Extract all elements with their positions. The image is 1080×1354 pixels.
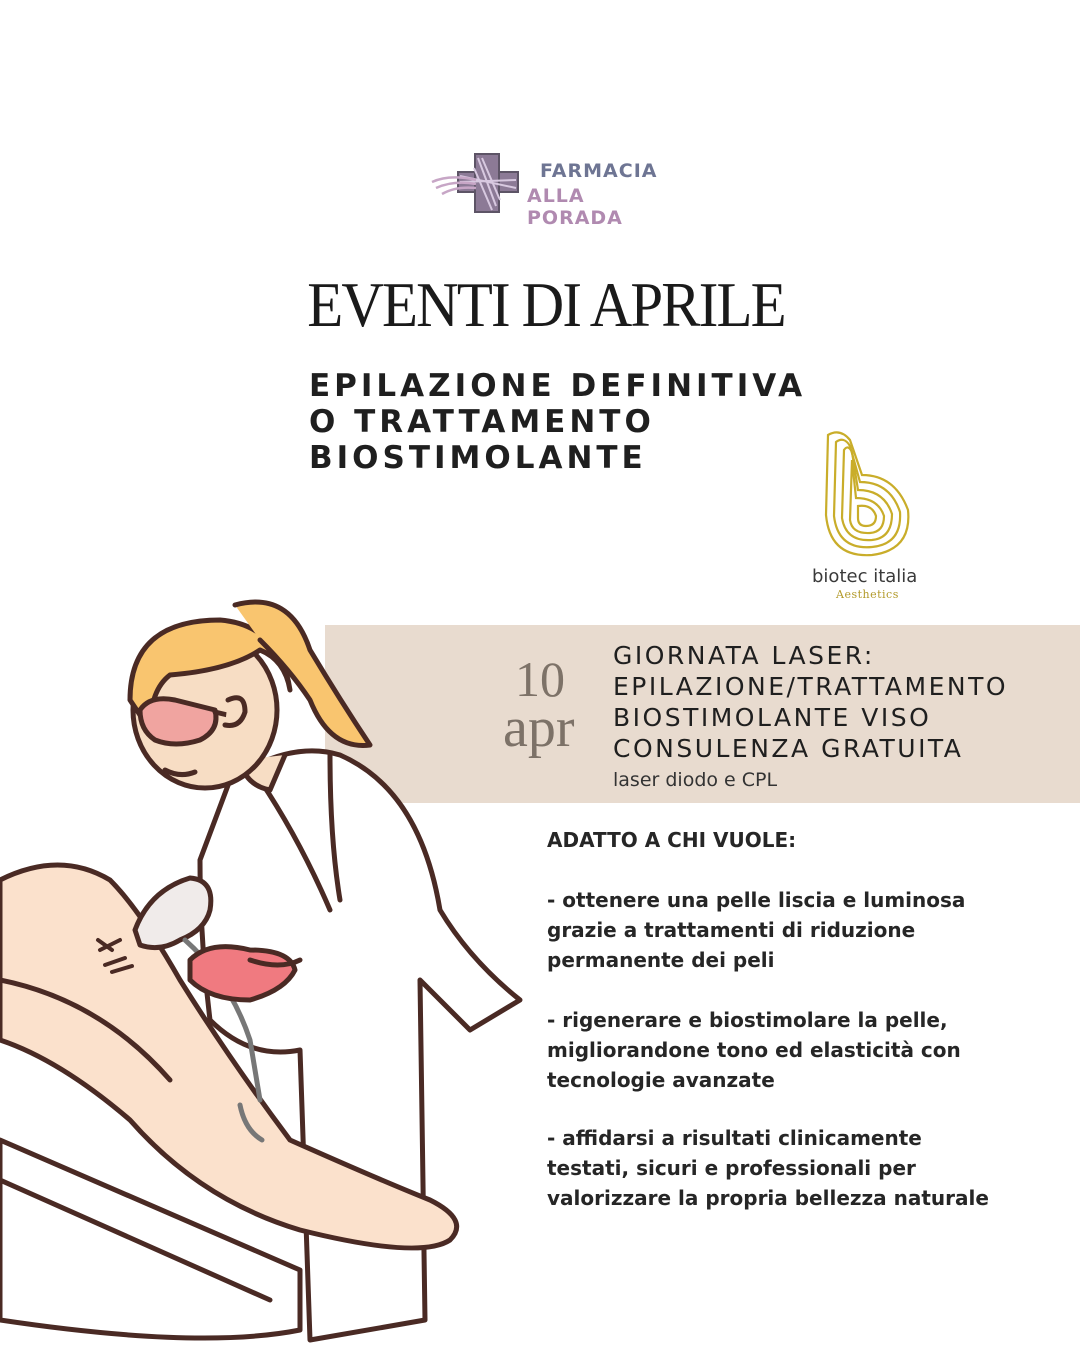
laser-treatment-illustration-icon: [0, 580, 540, 1350]
partner-tagline: Aesthetics: [836, 588, 899, 601]
audience-item-2-line-3: tecnologie avanzate: [547, 1068, 775, 1092]
pharmacy-name-line1: FARMACIA: [540, 160, 658, 182]
subtitle-line-1: EPILAZIONE DEFINITIVA: [309, 368, 807, 404]
pharmacy-logo: [430, 150, 670, 229]
event-line-4: CONSULENZA GRATUITA: [613, 734, 964, 763]
audience-item-1-line-2: grazie a trattamenti di riduzione: [547, 918, 916, 942]
partner-name: biotec italia: [812, 566, 918, 587]
subtitle-line-2: O TRATTAMENTO: [309, 404, 655, 440]
audience-item-2-line-1: - rigenerare e biostimolare la pelle,: [547, 1008, 948, 1032]
page-title: EVENTI DI APRILE: [307, 269, 785, 340]
event-line-3: BIOSTIMOLANTE VISO: [613, 703, 932, 732]
audience-item-3-line-3: valorizzare la propria bellezza naturale: [547, 1186, 989, 1210]
event-month: apr: [503, 697, 575, 759]
partner-logo: [800, 430, 940, 610]
event-line-1: GIORNATA LASER:: [613, 641, 875, 670]
event-line-2: EPILAZIONE/TRATTAMENTO: [613, 672, 1009, 701]
pharmacy-name-line2: ALLA PORADA: [527, 185, 623, 229]
audience-item-1-line-3: permanente dei peli: [547, 948, 775, 972]
audience-item-2-line-2: migliorandone tono ed elasticità con: [547, 1038, 961, 1062]
laser-treatment-illustration: [0, 580, 540, 1350]
cross-with-wing-icon: [430, 150, 540, 220]
audience-item-3-line-1: - affidarsi a risultati clinicamente: [547, 1126, 922, 1150]
event-note: laser diodo e CPL: [613, 769, 778, 791]
audience-item-1-line-1: - ottenere una pelle liscia e luminosa: [547, 888, 966, 912]
audience-item-3-line-2: testati, sicuri e professionali per: [547, 1156, 916, 1180]
biotec-b-logo-icon: [800, 430, 940, 565]
event-day: 10: [515, 651, 565, 707]
audience-heading: ADATTO A CHI VUOLE:: [547, 828, 797, 852]
subtitle-line-3: BIOSTIMOLANTE: [309, 440, 647, 476]
